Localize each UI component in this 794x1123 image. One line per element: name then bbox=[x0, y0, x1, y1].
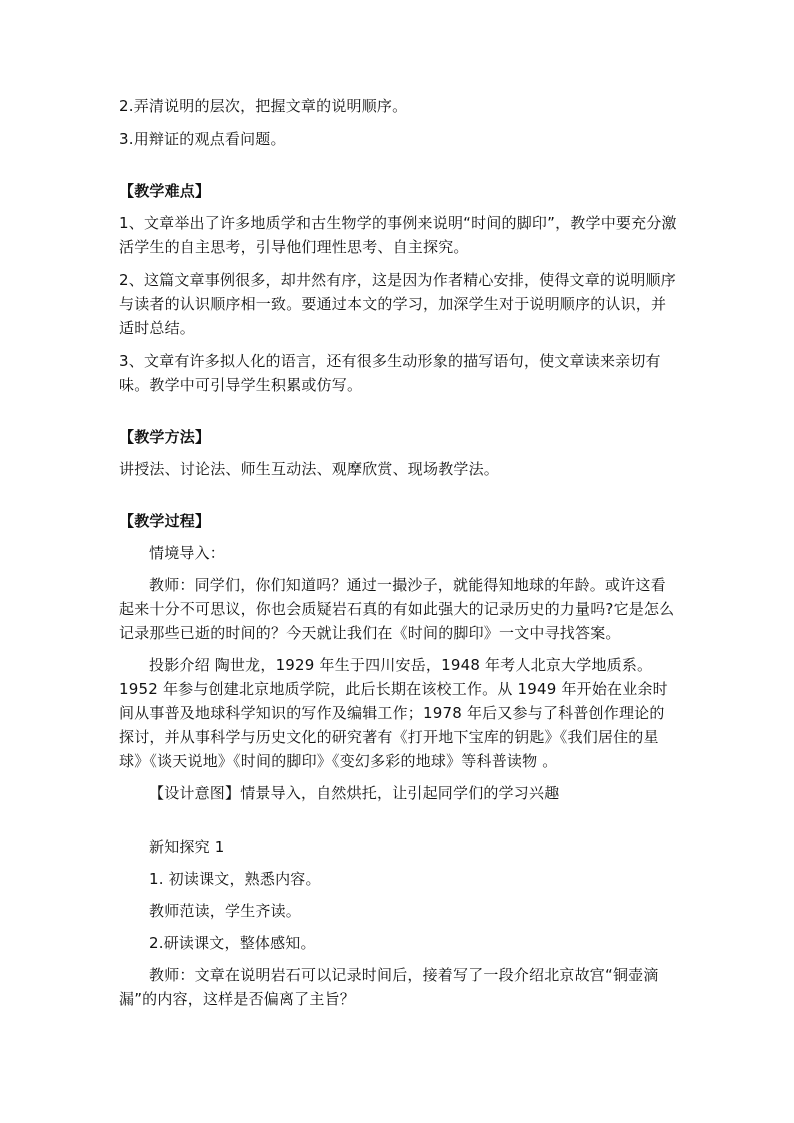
difficulty-item-3: 3、文章有许多拟人化的语言，还有很多生动形象的描写语句，使文章读来亲切有味。教学中可引导学生积累或仿写。 bbox=[119, 352, 661, 394]
explore-label: 新知探究 1 bbox=[149, 838, 225, 856]
difficulty-item-1: 1、文章举出了许多地质学和古生物学的事例来说明“时间的脚印”，教学中要充分激活学生的自主思考，引导他们理性思考、自主探究。 bbox=[119, 214, 677, 256]
intro-label: 情境导入： bbox=[149, 544, 226, 562]
process-heading: 【教学过程】 bbox=[119, 512, 211, 530]
author-intro: 投影介绍 陶世龙，1929 年生于四川安岳，1948 年考人北京大学地质系。1952 年参与创建北京地质学院，此后长期在该校工作。从 1949 年开始在业余时间从事普及地球科学知识的写作及编辑工作；1978 年后又参与了科普创作理论的探讨，并从事科学与历史文化的研究著有《打开地下宝库的钥匙》《我们居住的星球》《谈天说地》《时间的脚印》《变幻多彩的地球》等科普读物 。 bbox=[119, 656, 668, 770]
goal-item-2: 2.弄清说明的层次，把握文章的说明顺序。 bbox=[119, 97, 408, 115]
methods-text: 讲授法、讨论法、师生互动法、观摩欣赏、现场教学法。 bbox=[119, 460, 500, 478]
step-1-detail: 教师范读，学生齐读。 bbox=[149, 902, 302, 920]
teacher-question: 教师：文章在说明岩石可以记录时间后，接着写了一段介绍北京故宫“铜壶滴漏”的内容，这样是否偏离了主旨？ bbox=[119, 966, 659, 1008]
difficulty-item-2: 2、这篇文章事例很多，却井然有序，这是因为作者精心安排，使得文章的说明顺序与读者的认识顺序相一致。要通过本文的学习，加深学生对于说明顺序的认识，并适时总结。 bbox=[119, 271, 676, 337]
design-intent: 【设计意图】情景导入，自然烘托，让引起同学们的学习兴趣 bbox=[149, 784, 560, 802]
teacher-intro: 教师：同学们，你们知道吗？通过一撮沙子，就能得知地球的年龄。或许这看起来十分不可思议，你也会质疑岩石真的有如此强大的记录历史的力量吗?它是怎么记录那些已逝的时间的？今天就让我们在《时间的脚印》一文中寻找答案。 bbox=[119, 576, 675, 642]
methods-heading: 【教学方法】 bbox=[119, 428, 211, 446]
step-2: 2.研读课文，整体感知。 bbox=[149, 934, 316, 952]
step-1: 1. 初读课文，熟悉内容。 bbox=[149, 870, 321, 888]
document-content bbox=[119, 94, 679, 1019]
difficulties-heading: 【教学难点】 bbox=[119, 182, 211, 200]
goal-item-3: 3.用辩证的观点看问题。 bbox=[119, 130, 286, 148]
